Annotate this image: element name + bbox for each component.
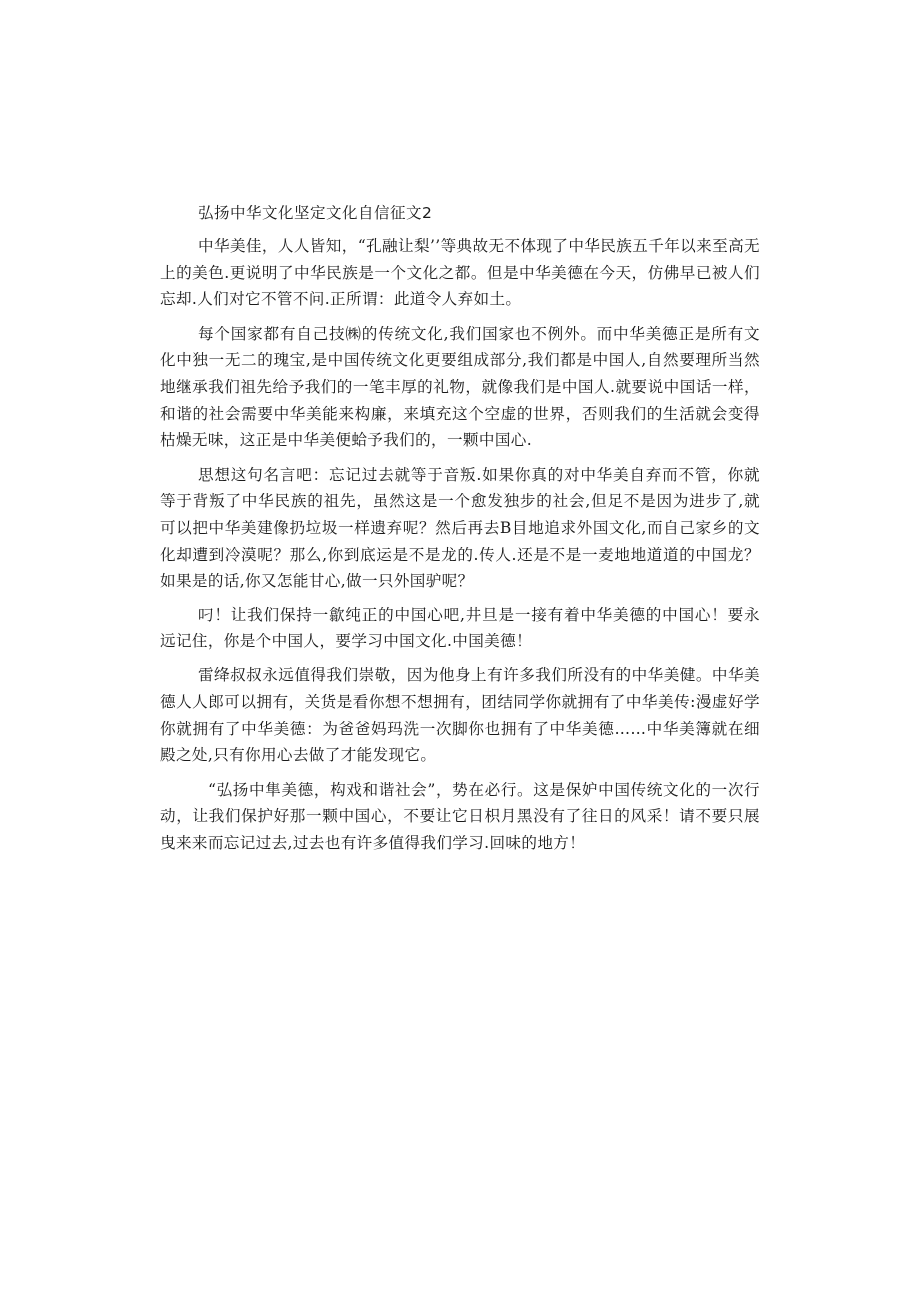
paragraph-5: 雷绛叔叔永远值得我们崇敬，因为他身上有许多我们所没有的中华美健。中华美德人人郎可以拥有，关货是看你想不想拥有，团结同学你就拥有了中华美传:漫虚好学你就拥有了中华美德：为爸爸妈玛洗一次脚你也拥有了中华美德……中华美簿就在细殿之处,只有你用心去做了才能发现它。 bbox=[160, 666, 760, 765]
paragraph-3: 思想这句名言吧：忘记过去就等于音叛.如果你真的对中华美自弃而不管，你就等于背叛了中华民族的祖先，虽然这是一个愈发独步的社会,但足不是因为进步了,就可以把中华美建像扔垃圾一样遗弃呢？然后再去B目地追求外国文化,而自己家乡的文化却遭到冷漠呢？那么,你到底运是不是龙的.传人.还是不是一麦地地道道的中国龙？如果是的话,你又怎能甘心,做一只外国驴呢？ bbox=[160, 465, 760, 591]
document-page bbox=[160, 198, 760, 864]
paragraph-6: “弘扬中隼美德，构戏和谐社会”，势在必行。这是保妒中国传统文化的一次行动，让我们保护好那一颗中国心，不要让它日枳月黑没有了往日的风采！请不要只展曳来来而忘记过去,过去也有许多值得我们学习.回味的地方！ bbox=[160, 780, 760, 852]
paragraph-2: 每个国家都有自己技㈱的传统文化,我们国家也不例外。而中华美德正是所有文化中独一无二的瑰宝,是中国传统文化更要组成部分,我们都是中国人,自然要理所当然地继承我们祖先给予我们的一笔丰厚的礼物，就像我们是中国人.就要说中国话一样，和谐的社会需要中华美能来构廉，来填充这个空虚的世界，否则我们的生活就会变得枯燥无味，这正是中华美便蛤予我们的，一颗中国心. bbox=[160, 324, 760, 450]
paragraph-4: 叼！让我们保持一歙纯正的中国心吧,井旦是一接有着中华美德的中国心！要永远记住，你是个中国人，要学习中国文化.中国美德！ bbox=[160, 605, 760, 650]
paragraph-1: 中华美佳，人人皆知，“孔融让梨’’等典故无不体现了中华民族五千年以来至高无上的美色.更说明了中华民族是一个文化之都。但是中华美德在今天，仿佛早已被人们忘却.人们对它不管不问.正所谓：此道令人弃如土。 bbox=[160, 237, 760, 309]
document-title: 弘扬中华文化坚定文化自信征文2 bbox=[198, 204, 433, 222]
